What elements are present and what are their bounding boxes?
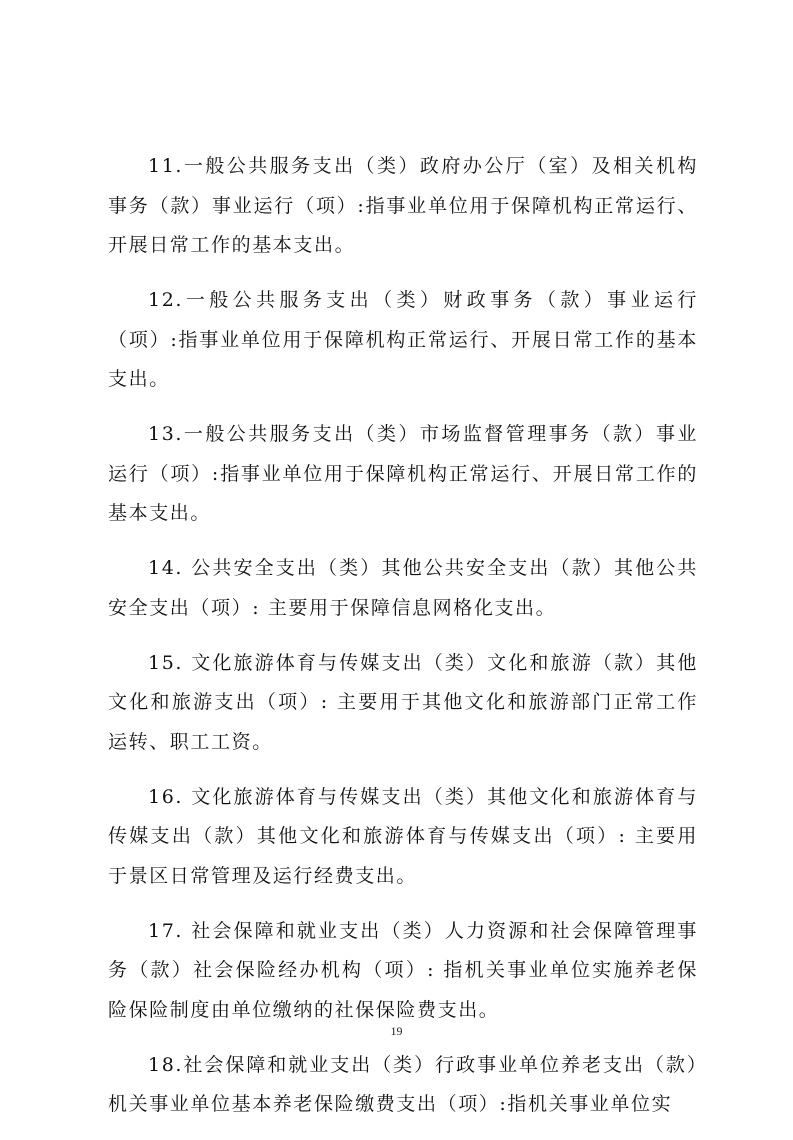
paragraph-17: 17. 社会保障和就业支出（类）人力资源和社会保障管理事务（款）社会保险经办机构（项）: 指机关事业单位实施养老保险保险制度由单位缴纳的社保保险费支出。 — [108, 919, 698, 1021]
body-text — [108, 147, 698, 1140]
paragraph-11: 11.一般公共服务支出（类）政府办公厅（室）及相关机构事务（款）事业运行（项）:指事业单位用于保障机构正常运行、开展日常工作的基本支出。 — [108, 155, 698, 256]
paragraph-12: 12.一般公共服务支出（类）财政事务（款）事业运行（项）:指事业单位用于保障机构正常运行、开展日常工作的基本支出。 — [108, 289, 698, 390]
paragraph-18: 18.社会保障和就业支出（类）行政事业单位养老支出（款）机关事业单位基本养老保险缴费支出（项）:指机关事业单位实 — [108, 1053, 698, 1115]
paragraph-13: 13.一般公共服务支出（类）市场监督管理事务（款）事业运行（项）:指事业单位用于保障机构正常运行、开展日常工作的基本支出。 — [108, 423, 698, 524]
paragraph-15: 15. 文化旅游体育与传媒支出（类）文化和旅游（款）其他文化和旅游支出（项）: 主要用于其他文化和旅游部门正常工作运转、职工工资。 — [108, 651, 698, 753]
paragraph-14: 14. 公共安全支出（类）其他公共安全支出（款）其他公共安全支出（项）: 主要用于保障信息网格化支出。 — [108, 557, 698, 619]
paragraph-16: 16. 文化旅游体育与传媒支出（类）其他文化和旅游体育与传媒支出（款）其他文化和旅游体育与传媒支出（项）: 主要用于景区日常管理及运行经费支出。 — [108, 785, 698, 887]
page-number: 19 — [390, 1024, 403, 1038]
